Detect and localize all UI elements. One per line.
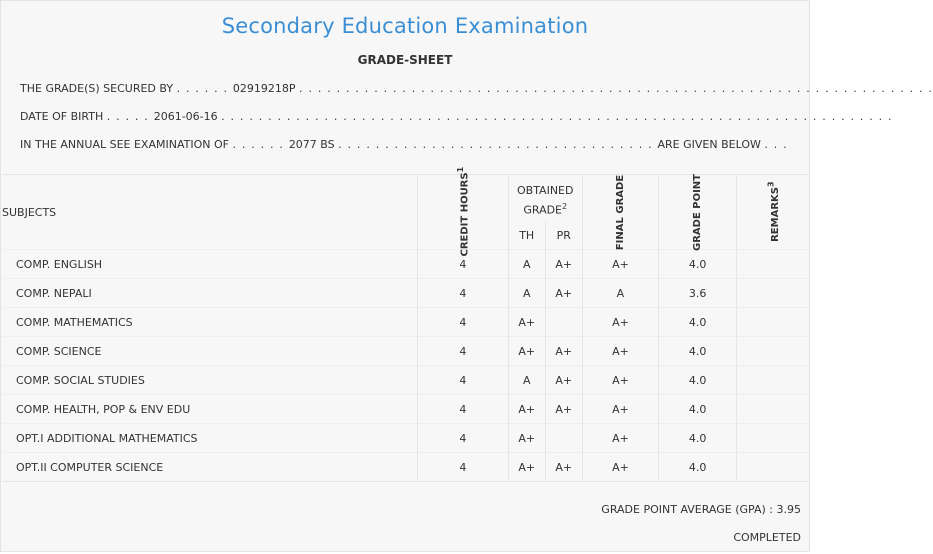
grade-point: 4.0 [659,453,737,482]
subject-name: COMP. HEALTH, POP & ENV EDU [2,395,418,424]
table-header-row [2,175,809,222]
exam-year: 2077 BS [288,138,335,151]
remarks-header: REMARKS$^3$ [737,175,809,250]
subject-name: COMP. SOCIAL STUDIES [2,366,418,395]
pr-grade: A+ [545,250,582,279]
grade-point: 4.0 [659,250,737,279]
credit-hours: 4 [418,453,509,482]
table-row [2,453,809,482]
table-row [2,279,809,308]
pr-grade: A+ [545,279,582,308]
credit-hours: 4 [418,366,509,395]
subject-name: COMP. ENGLISH [2,250,418,279]
exam-label: IN THE ANNUAL SEE EXAMINATION OF [20,138,229,151]
grade-point: 4.0 [659,337,737,366]
table-row [2,337,809,366]
secured-by-label: THE GRADE(S) SECURED BY [20,82,174,95]
subject-name: COMP. MATHEMATICS [2,308,418,337]
final-grade: A+ [582,453,658,482]
pr-grade: A+ [545,395,582,424]
subjects-header: SUBJECTS [2,175,418,250]
pr-grade [545,424,582,453]
subject-name: OPT.I ADDITIONAL MATHEMATICS [2,424,418,453]
pr-grade: A+ [545,337,582,366]
remarks [737,366,809,395]
remarks [737,424,809,453]
th-grade: A [508,366,545,395]
remarks [737,308,809,337]
credit-hours: 4 [418,308,509,337]
gpa-line [601,503,801,516]
final-grade: A+ [582,366,658,395]
obtained-grade-header: OBTAINED GRADE$^2$ [508,175,582,222]
remarks [737,279,809,308]
grade-point: 4.0 [659,424,737,453]
subject-name: COMP. NEPALI [2,279,418,308]
final-grade: A+ [582,395,658,424]
grade-point: 4.0 [659,366,737,395]
final-grade: A+ [582,337,658,366]
remarks [737,337,809,366]
gpa-section [2,481,809,552]
table-row [2,250,809,279]
symbol-number: 02919218P [232,82,296,95]
dob-value: 2061-06-16 [153,110,218,123]
table-row [2,424,809,453]
th-grade: A+ [508,395,545,424]
th-grade: A+ [508,424,545,453]
credit-hours: 4 [418,250,509,279]
th-header: TH [508,221,545,250]
final-grade: A+ [582,250,658,279]
grade-point: 4.0 [659,395,737,424]
table-row [2,395,809,424]
grade-point: 4.0 [659,308,737,337]
exam-suffix: ARE GIVEN BELOW [657,138,761,151]
final-grade: A+ [582,424,658,453]
th-grade: A+ [508,337,545,366]
pr-grade: A+ [545,453,582,482]
table-row [2,366,809,395]
grade-point-header: GRADE POINT [659,175,737,250]
credit-hours: 4 [418,337,509,366]
dob-label: DATE OF BIRTH [20,110,104,123]
remarks [737,395,809,424]
grades-table [2,167,809,481]
final-grade: A [582,279,658,308]
grade-sheet-heading: GRADE-SHEET [357,53,453,67]
gpa-label: GRADE POINT AVERAGE (GPA) : [601,503,773,516]
subject-name: OPT.II COMPUTER SCIENCE [2,453,418,482]
exam-line: IN THE ANNUAL SEE EXAMINATION OF . . . . . . 2077 BS . . . . . . . . . . . . . . . . . . . . . . . . . . . . . . . . . . ARE GIVEN BELOW . . . [20,138,788,151]
grade-point: 3.6 [659,279,737,308]
pr-grade: A+ [545,366,582,395]
dob-line: DATE OF BIRTH . . . . . 2061-06-16 . . . . . . . . . . . . . . . . . . . . . . . . . . . . . . . . . . . . . . . . . . . . . . . . . . . . . . . . . . . . . . . . . . . . . . . . [20,110,893,123]
pr-grade [545,308,582,337]
final-grade: A+ [582,308,658,337]
gpa-value: 3.95 [776,503,801,516]
status-text: COMPLETED [733,531,801,544]
credit-hours: 4 [418,279,509,308]
th-grade: A [508,279,545,308]
secured-by-line: THE GRADE(S) SECURED BY . . . . . . 02919218P . . . . . . . . . . . . . . . . . . . . . . . . . . . . . . . . . . . . . . . . . . . . . . . . . . . . . . . . . . . . . . . . . . . . [20,82,933,95]
subject-name: COMP. SCIENCE [2,337,418,366]
final-grade-header: FINAL GRADE [582,175,658,250]
credit-hours: 4 [418,424,509,453]
th-grade: A+ [508,308,545,337]
th-grade: A [508,250,545,279]
remarks [737,453,809,482]
credit-hours-header: CREDIT HOURS$^1$ [418,175,509,250]
table-row [2,308,809,337]
credit-hours: 4 [418,395,509,424]
remarks [737,250,809,279]
page-title: Secondary Education Examination [221,14,589,38]
th-grade: A+ [508,453,545,482]
pr-header: PR [545,221,582,250]
